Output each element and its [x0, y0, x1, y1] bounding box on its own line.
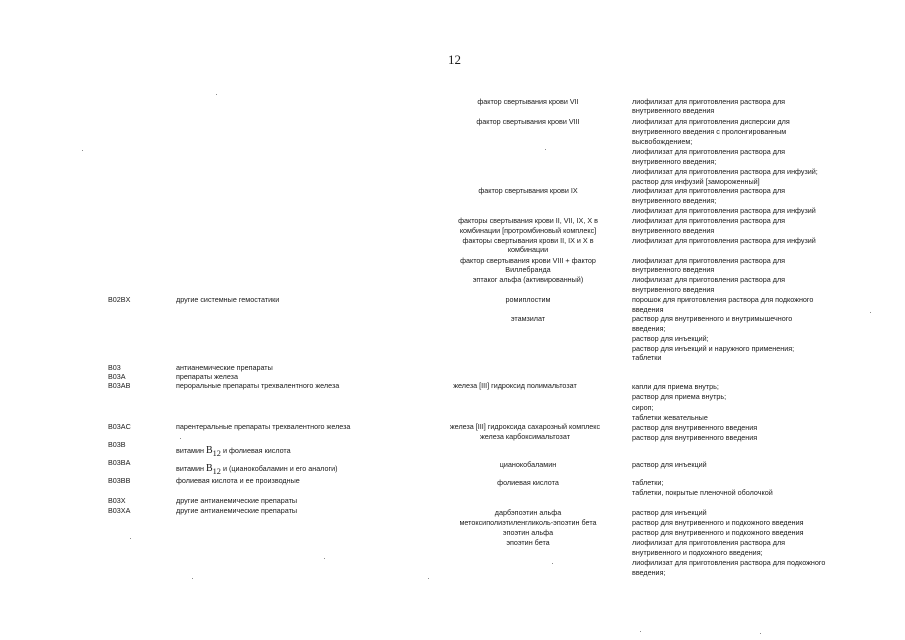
- drug-name: фактор свертывания крови VIII: [476, 117, 580, 126]
- drug-name: эпоэтин бета: [506, 538, 550, 547]
- atc-code: B03X: [108, 496, 126, 505]
- dosage-form: лиофилизат для приготовления раствора для инфузий: [632, 206, 816, 215]
- scan-speck: [216, 94, 217, 95]
- scan-speck: [130, 538, 131, 539]
- atc-code: B03AB: [108, 381, 131, 390]
- atc-description: другие антианемические препараты: [176, 496, 298, 505]
- dosage-form: лиофилизат для приготовления раствора для: [632, 97, 786, 106]
- dosage-form: внутривенного введения: [632, 226, 715, 235]
- dosage-form: лиофилизат для приготовления раствора для инфузий: [632, 236, 816, 245]
- atc-description: витамин $B_{12}$ и фолиевая кислота: [176, 445, 291, 458]
- drug-name: фактор свертывания крови IX: [478, 186, 578, 195]
- drug-name: ромиплостим: [505, 295, 551, 304]
- scan-speck: [552, 563, 553, 564]
- dosage-form: раствор для инъекций и наружного применения;: [632, 344, 795, 353]
- dosage-form: раствор для внутривенного и подкожного введения: [632, 518, 804, 527]
- dosage-form: раствор для приема внутрь;: [632, 392, 727, 401]
- drug-name: дарбэпоэтин альфа: [494, 508, 562, 517]
- drug-name: цианокобаламин: [499, 460, 557, 469]
- drug-name: железа карбоксимальтозат: [479, 432, 570, 441]
- dosage-form: таблетки;: [632, 478, 664, 487]
- drug-name: железа [III] гидроксид полимальтозат: [453, 381, 577, 390]
- dosage-form: раствор для внутривенного и внутримышечного: [632, 314, 793, 323]
- scan-speck: [545, 149, 546, 150]
- dosage-form: лиофилизат для приготовления раствора для: [632, 256, 786, 265]
- scan-speck: [760, 633, 761, 634]
- atc-description: другие системные гемостатики: [176, 295, 280, 304]
- scan-speck: [324, 558, 325, 559]
- atc-description: антианемические препараты: [176, 363, 273, 372]
- dosage-form: раствор для инъекций: [632, 460, 707, 469]
- drug-name: эпоэтин альфа: [502, 528, 554, 537]
- drug-name: факторы свертывания крови II, IX и X в: [462, 236, 594, 245]
- dosage-form: лиофилизат для приготовления раствора для: [632, 216, 786, 225]
- atc-code: B03BA: [108, 458, 131, 467]
- dosage-form: внутривенного введения: [632, 265, 715, 274]
- dosage-form: лиофилизат для приготовления раствора для инфузий;: [632, 167, 818, 176]
- dosage-form: внутривенного и подкожного введения;: [632, 548, 763, 557]
- drug-name: фолиевая кислота: [497, 478, 559, 487]
- dosage-form: капли для приема внутрь;: [632, 382, 719, 391]
- dosage-form: таблетки жевательные: [632, 413, 708, 422]
- dosage-form: введения;: [632, 324, 666, 333]
- dosage-form: введения;: [632, 568, 666, 577]
- drug-name: этамзилат: [510, 314, 546, 323]
- dosage-form: лиофилизат для приготовления раствора для: [632, 538, 786, 547]
- atc-code: B03BB: [108, 476, 131, 485]
- scan-speck: [180, 438, 181, 439]
- atc-description: другие антианемические препараты: [176, 506, 298, 515]
- drug-name: фактор свертывания крови VIII + фактор: [460, 256, 596, 265]
- dosage-form: сироп;: [632, 403, 654, 412]
- dosage-form: раствор для инъекций;: [632, 334, 709, 343]
- drug-name: комбинации [протромбиновый комплекс]: [459, 226, 597, 235]
- scan-speck: [870, 312, 871, 313]
- dosage-form: таблетки: [632, 353, 662, 362]
- dosage-form: высвобождением;: [632, 137, 693, 146]
- atc-description: парентеральные препараты трехвалентного железа: [176, 422, 351, 431]
- dosage-form: внутривенного введения;: [632, 196, 717, 205]
- dosage-form: порошок для приготовления раствора для подкожного: [632, 295, 814, 304]
- dosage-form: внутривенного введения;: [632, 157, 717, 166]
- dosage-form: раствор для инъекций: [632, 508, 707, 517]
- dosage-form: лиофилизат для приготовления раствора для: [632, 275, 786, 284]
- dosage-form: внутривенного введения: [632, 285, 715, 294]
- atc-code: B02BX: [108, 295, 131, 304]
- atc-description: пероральные препараты трехвалентного железа: [176, 381, 340, 390]
- scan-speck: [192, 578, 193, 579]
- dosage-form: внутривенного введения с пролонгированным: [632, 127, 787, 136]
- page-number: 12: [448, 52, 461, 67]
- drug-name: эптаког альфа (активированный): [472, 275, 584, 284]
- dosage-form: таблетки, покрытые пленочной оболочкой: [632, 488, 773, 497]
- atc-code: B03AC: [108, 422, 131, 431]
- scan-speck: [428, 578, 429, 579]
- atc-code: B03: [108, 363, 121, 372]
- dosage-form: лиофилизат для приготовления раствора для: [632, 147, 786, 156]
- drug-name: Виллебранда: [505, 265, 551, 274]
- atc-description: фолиевая кислота и ее производные: [176, 476, 300, 485]
- drug-name: железа [III] гидроксида сахарозный комплекс: [449, 422, 601, 431]
- scan-speck: [640, 631, 641, 632]
- dosage-form: раствор для внутривенного введения: [632, 423, 758, 432]
- dosage-form: внутривенного введения: [632, 106, 715, 115]
- atc-code: B03XA: [108, 506, 131, 515]
- dosage-form: лиофилизат для приготовления раствора для: [632, 186, 786, 195]
- drug-name: метоксиполиэтиленгликоль-эпоэтин бета: [459, 518, 597, 527]
- dosage-form: раствор для внутривенного и подкожного введения: [632, 528, 804, 537]
- dosage-form: раствор для инфузий [замороженный]: [632, 177, 760, 186]
- drug-name: фактор свертывания крови VII: [477, 97, 579, 106]
- atc-description: витамин $B_{12}$ и (цианокобаламин и его аналоги): [176, 463, 338, 476]
- atc-code: B03B: [108, 440, 126, 449]
- drug-name: факторы свертывания крови II, VII, IX, X в: [458, 216, 598, 225]
- dosage-form: лиофилизат для приготовления раствора для подкожного: [632, 558, 826, 567]
- atc-description: препараты железа: [176, 372, 238, 381]
- scan-speck: [82, 150, 83, 151]
- dosage-form: введения: [632, 305, 664, 314]
- atc-code: B03A: [108, 372, 126, 381]
- drug-name: комбинации: [507, 245, 549, 254]
- dosage-form: раствор для внутривенного введения: [632, 433, 758, 442]
- dosage-form: лиофилизат для приготовления дисперсии для: [632, 117, 790, 126]
